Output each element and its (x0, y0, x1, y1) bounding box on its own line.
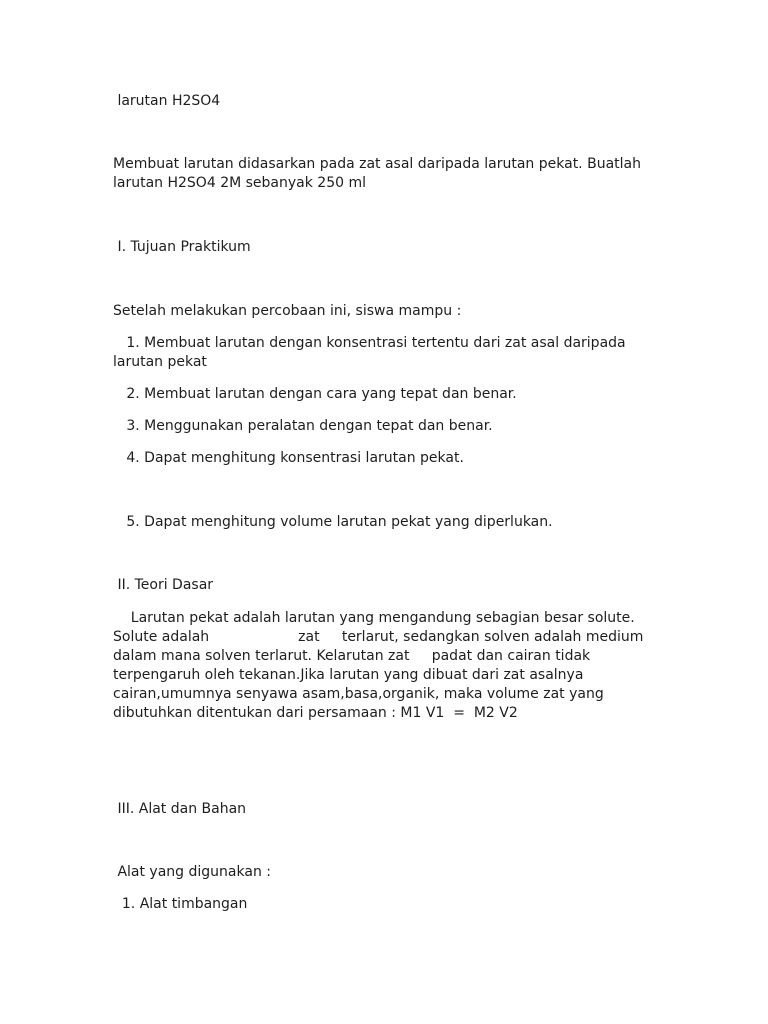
paragraph-line: cairan,umumnya senyawa asam,basa,organik, maka volume zat yang (113, 686, 604, 702)
paragraph-line: dibutuhkan ditentukan dari persamaan : M1 V1 = M2 V2 (113, 705, 518, 721)
paragraph-line: terpengaruh oleh tekanan.Jika larutan yang dibuat dari zat asalnya (113, 667, 584, 683)
paragraph-line: Solute adalah zat terlarut, sedangkan solven adalah medium (113, 629, 644, 645)
objectives-lead: Setelah melakukan percobaan ini, siswa mampu : (113, 303, 462, 319)
list-item: 4. Dapat menghitung konsentrasi larutan pekat. (113, 450, 464, 466)
tools-lead: Alat yang digunakan : (113, 864, 271, 880)
section-heading-tujuan: I. Tujuan Praktikum (113, 239, 251, 255)
list-item: 1. Membuat larutan dengan konsentrasi tertentu dari zat asal daripada (113, 335, 626, 351)
list-item-continuation: larutan pekat (113, 354, 207, 370)
section-heading-teori: II. Teori Dasar (113, 577, 214, 593)
paragraph-line: Larutan pekat adalah larutan yang mengandung sebagian besar solute. (113, 610, 635, 626)
document-title: larutan H2SO4 (113, 93, 221, 109)
intro-line: larutan H2SO4 2M sebanyak 250 ml (113, 175, 366, 191)
list-item: 2. Membuat larutan dengan cara yang tepat dan benar. (113, 386, 517, 402)
section-heading-alat: III. Alat dan Bahan (113, 801, 247, 817)
paragraph-line: dalam mana solven terlarut. Kelarutan zat padat dan cairan tidak (113, 648, 591, 664)
list-item: 3. Menggunakan peralatan dengan tepat dan benar. (113, 418, 493, 434)
intro-line: Membuat larutan didasarkan pada zat asal daripada larutan pekat. Buatlah (113, 156, 641, 172)
list-item: 1. Alat timbangan (113, 896, 248, 912)
list-item: 5. Dapat menghitung volume larutan pekat yang diperlukan. (113, 514, 553, 530)
